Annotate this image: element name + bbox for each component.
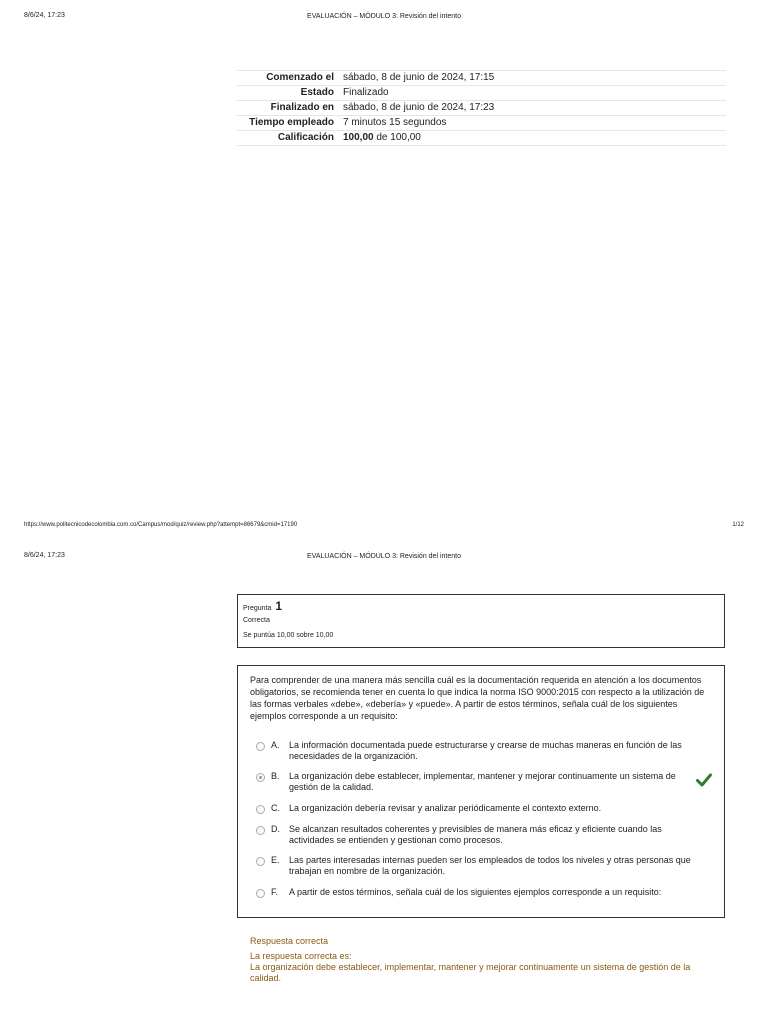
option-text: La organización debería revisar y analizar periódicamente el contexto externo.: [289, 803, 602, 813]
option-text: Las partes interesadas internas pueden ser los empleados de todos los niveles y otras personas que trabajan en nombre de la organización.: [289, 855, 691, 876]
header-title: EVALUACIÓN – MÓDULO 3: Revisión del intento: [307, 553, 461, 560]
feedback-answer-text: La organización debe establecer, implementar, mantener y mejorar continuamente un sistema de gestión de la calidad.: [250, 962, 691, 983]
check-icon: [696, 773, 712, 787]
radio-button[interactable]: [256, 826, 265, 835]
grade-value: 100,00: [343, 132, 374, 143]
summary-value: sábado, 8 de junio de 2024, 17:23: [339, 101, 726, 116]
summary-row-time: [237, 116, 726, 131]
summary-value: sábado, 8 de junio de 2024, 17:15: [339, 71, 726, 86]
radio-button[interactable]: [256, 742, 265, 751]
summary-value: [339, 131, 726, 146]
attempt-summary-table: [237, 70, 726, 146]
option-text: A partir de estos términos, señala cuál de los siguientes ejemplos corresponde a un requisito:: [289, 887, 662, 897]
summary-value: Finalizado: [339, 86, 726, 101]
radio-button[interactable]: [256, 857, 265, 866]
option-text: La información documentada puede estructurarse y crearse de muchas maneras en función de las necesidades de la organización.: [289, 740, 682, 761]
summary-label: Finalizado en: [237, 101, 339, 116]
option-text: La organización debe establecer, implementar, mantener y mejorar continuamente un sistema de gestión de la calidad.: [289, 771, 676, 792]
footer-url: https://www.politecnicodecolombia.com.co/Campus/mod/quiz/review.php?attempt=86679&cmid=17190: [24, 522, 298, 528]
summary-label: Estado: [237, 86, 339, 101]
question-number-value: 1: [275, 599, 283, 613]
answer-feedback: [250, 936, 720, 984]
grade-max: de 100,00: [373, 132, 421, 143]
feedback-answer-intro: La respuesta correcta es:: [250, 951, 352, 961]
summary-row-state: [237, 86, 726, 101]
option-letter: D.: [271, 824, 280, 834]
radio-button[interactable]: [256, 889, 265, 898]
summary-label: Tiempo empleado: [237, 116, 339, 131]
question-label: Pregunta: [243, 605, 272, 612]
header-date: 8/6/24, 17:23: [24, 12, 65, 19]
question-info-box: [237, 594, 725, 648]
feedback-correct-label: Respuesta correcta: [250, 936, 329, 946]
question-number: [243, 599, 282, 613]
summary-row-grade: [237, 131, 726, 146]
print-page-2: [0, 540, 768, 1024]
header-title: EVALUACIÓN – MÓDULO 3: Revisión del intento: [307, 13, 461, 20]
option-letter: C.: [271, 803, 280, 813]
summary-label: Calificación: [237, 131, 339, 146]
question-text: Para comprender de una manera más sencilla cuál es la documentación requerida en atención a los documentos obligatorios, se recomienda tener en cuenta lo que indica la norma ISO 9000:2015 con respecto a la utilización de las formas verbales «debe», «debería» y «puede». A partir de estos términos, señala cuál de los siguientes ejemplos corresponde a un requisito:: [250, 675, 705, 721]
radio-button-selected[interactable]: [256, 773, 265, 782]
footer-page-number: 1/12: [732, 522, 744, 528]
summary-value: 7 minutos 15 segundos: [339, 116, 726, 131]
summary-row-started: [237, 71, 726, 86]
radio-button[interactable]: [256, 805, 265, 814]
option-text: Se alcanzan resultados coherentes y previsibles de manera más eficaz y eficiente cuando las actividades se entienden y gestionan como procesos.: [289, 824, 662, 845]
option-letter: A.: [271, 740, 280, 750]
header-date: 8/6/24, 17:23: [24, 552, 65, 559]
summary-label: Comenzado el: [237, 71, 339, 86]
summary-row-finished: [237, 101, 726, 116]
option-letter: E.: [271, 855, 280, 865]
question-status: Correcta: [243, 617, 270, 624]
question-score: Se puntúa 10,00 sobre 10,00: [243, 632, 334, 639]
option-letter: B.: [271, 771, 280, 781]
option-letter: F.: [271, 887, 279, 897]
question-content-box: [237, 665, 725, 918]
